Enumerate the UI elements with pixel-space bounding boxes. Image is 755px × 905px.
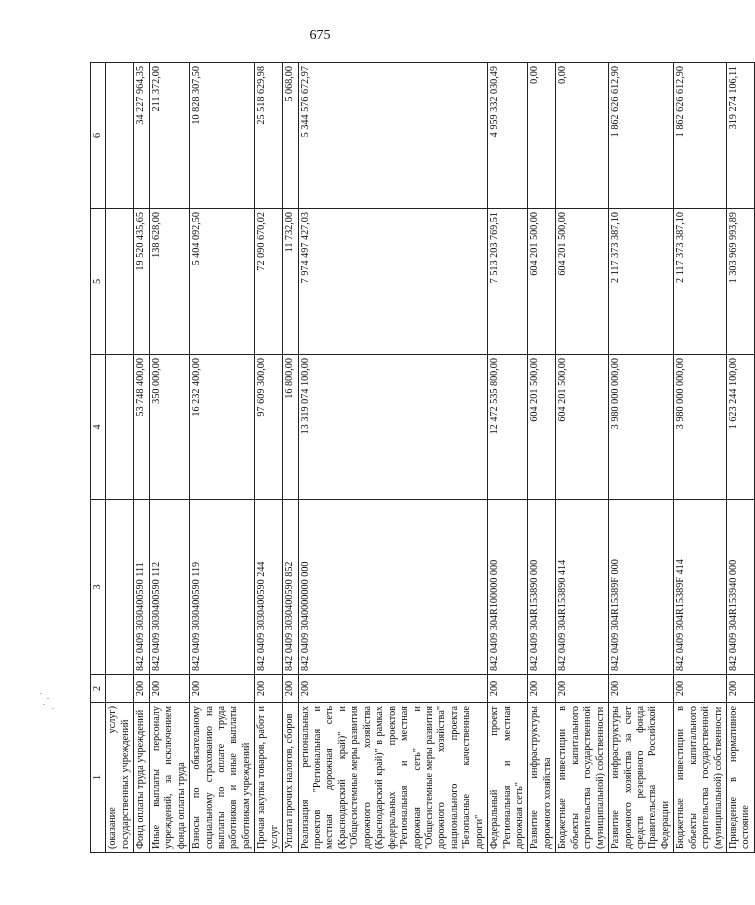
amount-cell: 3 980 000 000,00 [609,355,674,500]
table-row [556,63,609,853]
amount-cell: 7 513 203 769,51 [488,209,528,355]
table-row [134,63,149,853]
table-row [528,63,556,853]
amount-cell: 12 472 535 800,00 [488,355,528,500]
amount-cell [106,355,134,500]
amount-cell: 11 732,00 [283,209,298,355]
header-cell: 6 [91,63,106,209]
amount-cell: 19 520 435,65 [134,209,149,355]
amount-cell: 604 201 500,00 [556,209,609,355]
table-row [727,63,755,853]
table-row [488,63,528,853]
amount-cell: 34 227 964,35 [134,63,149,209]
amount-cell [106,63,134,209]
table-row [609,63,674,853]
amount-cell: 7 974 497 427,03 [298,209,488,355]
amount-cell: 16 232 400,00 [190,355,255,500]
header-cell: 5 [91,209,106,355]
admin-code-cell: 200 [727,675,755,703]
admin-code-cell: 200 [298,675,488,703]
amount-cell: 319 274 106,11 [727,63,755,209]
header-cell: 3 [91,500,106,675]
row-name-cell: Развитие инфраструктуры дорожного хозяйства за счет средств резервного фонда Правительства Российской Федерации [609,703,674,853]
admin-code-cell: 200 [283,675,298,703]
budget-code-cell: 842 0409 3030400590 111 [134,500,149,675]
amount-cell: 0,00 [528,63,556,209]
amount-cell: 1 862 626 612,90 [609,63,674,209]
budget-code-cell: 842 0409 304R153940 000 [727,500,755,675]
row-name-cell: Реализация региональных проектов "Региональная и местная дорожная сеть (Краснодарский край)" и "Общесистемные меры развития дорожного хозяйства (Краснодарский край)" в рамках федеральных проектов "Региональная и местная дорожная сеть" и "Общесистемные меры развития дорожного хозяйства" национального проекта "Безопасные качественные дороги" [298,703,488,853]
budget-table [90,62,755,853]
budget-code-cell: 842 0409 3040000000 000 [298,500,488,675]
table-row [190,63,255,853]
amount-cell: 25 518 629,98 [255,63,283,209]
amount-cell: 1 623 244 100,00 [727,355,755,500]
table-row [255,63,283,853]
amount-cell: 138 628,00 [149,209,189,355]
amount-cell: 604 201 500,00 [556,355,609,500]
header-cell: 1 [91,703,106,853]
amount-cell: 5 068,00 [283,63,298,209]
amount-cell: 16 800,00 [283,355,298,500]
rotated-table-frame [90,63,752,853]
admin-code-cell: 200 [556,675,609,703]
table-row [674,63,727,853]
budget-code-cell: 842 0409 304R100000 000 [488,500,528,675]
amount-cell: 2 117 373 387,10 [609,209,674,355]
budget-code-cell: 842 0409 3030400590 244 [255,500,283,675]
row-name-cell: Фонд оплаты труда учреждений [134,703,149,853]
budget-code-cell: 842 0409 3030400590 119 [190,500,255,675]
amount-cell: 1 303 969 993,89 [727,209,755,355]
row-name-cell: Взносы по обязательному социальному страхованию на выплаты по оплате труда работников и иные выплаты работникам учреждений [190,703,255,853]
admin-code-cell: 200 [674,675,727,703]
amount-cell: 604 201 500,00 [528,209,556,355]
admin-code-cell: 200 [190,675,255,703]
budget-code-cell [106,500,134,675]
amount-cell: 10 828 307,50 [190,63,255,209]
amount-cell: 4 959 332 030,49 [488,63,528,209]
row-name-cell: Уплата прочих налогов, сборов [283,703,298,853]
amount-cell: 0,00 [556,63,609,209]
header-cell: 2 [91,675,106,703]
amount-cell: 350 000,00 [149,355,189,500]
row-name-cell: Развитие инфраструктуры дорожного хозяйства [528,703,556,853]
amount-cell: 97 609 300,00 [255,355,283,500]
admin-code-cell [106,675,134,703]
header-cell: 4 [91,355,106,500]
budget-code-cell: 842 0409 304R153890 000 [528,500,556,675]
scan-speckles [38,690,68,712]
amount-cell [106,209,134,355]
page-number: 675 [309,28,331,43]
amount-cell: 53 748 400,00 [134,355,149,500]
row-name-cell: (оказание услуг) государственных учреждений [106,703,134,853]
budget-code-cell: 842 0409 3030400590 112 [149,500,189,675]
admin-code-cell: 200 [609,675,674,703]
amount-cell: 13 319 074 100,00 [298,355,488,500]
row-name-cell: Бюджетные инвестиции в объекты капитального строительства государственной (муниципальной) собственности [556,703,609,853]
amount-cell: 2 117 373 387,10 [674,209,727,355]
admin-code-cell: 200 [149,675,189,703]
admin-code-cell: 200 [528,675,556,703]
row-name-cell: Иные выплаты персоналу учреждений, за исключением фонда оплаты труда [149,703,189,853]
budget-code-cell: 842 0409 3030400590 852 [283,500,298,675]
table-row [283,63,298,853]
table-row [106,63,134,853]
admin-code-cell: 200 [488,675,528,703]
row-name-cell: Приведение в нормативное состояние [727,703,755,853]
row-name-cell: Бюджетные инвестиции в объекты капитального строительства государственной (муниципальной) собственности [674,703,727,853]
admin-code-cell: 200 [134,675,149,703]
row-name-cell: Федеральный проект "Региональная и местная дорожная сеть" [488,703,528,853]
amount-cell: 1 862 626 612,90 [674,63,727,209]
amount-cell: 72 090 670,02 [255,209,283,355]
admin-code-cell: 200 [255,675,283,703]
amount-cell: 211 372,00 [149,63,189,209]
amount-cell: 3 980 000 000,00 [674,355,727,500]
header-row [91,63,106,853]
amount-cell: 604 201 500,00 [528,355,556,500]
row-name-cell: Прочая закупка товаров, работ и услуг [255,703,283,853]
amount-cell: 5 344 576 672,97 [298,63,488,209]
budget-code-cell: 842 0409 304R153890 414 [556,500,609,675]
amount-cell: 5 404 092,50 [190,209,255,355]
budget-code-cell: 842 0409 304R15389F 414 [674,500,727,675]
table-row [298,63,488,853]
budget-code-cell: 842 0409 304R15389F 000 [609,500,674,675]
table-row [149,63,189,853]
